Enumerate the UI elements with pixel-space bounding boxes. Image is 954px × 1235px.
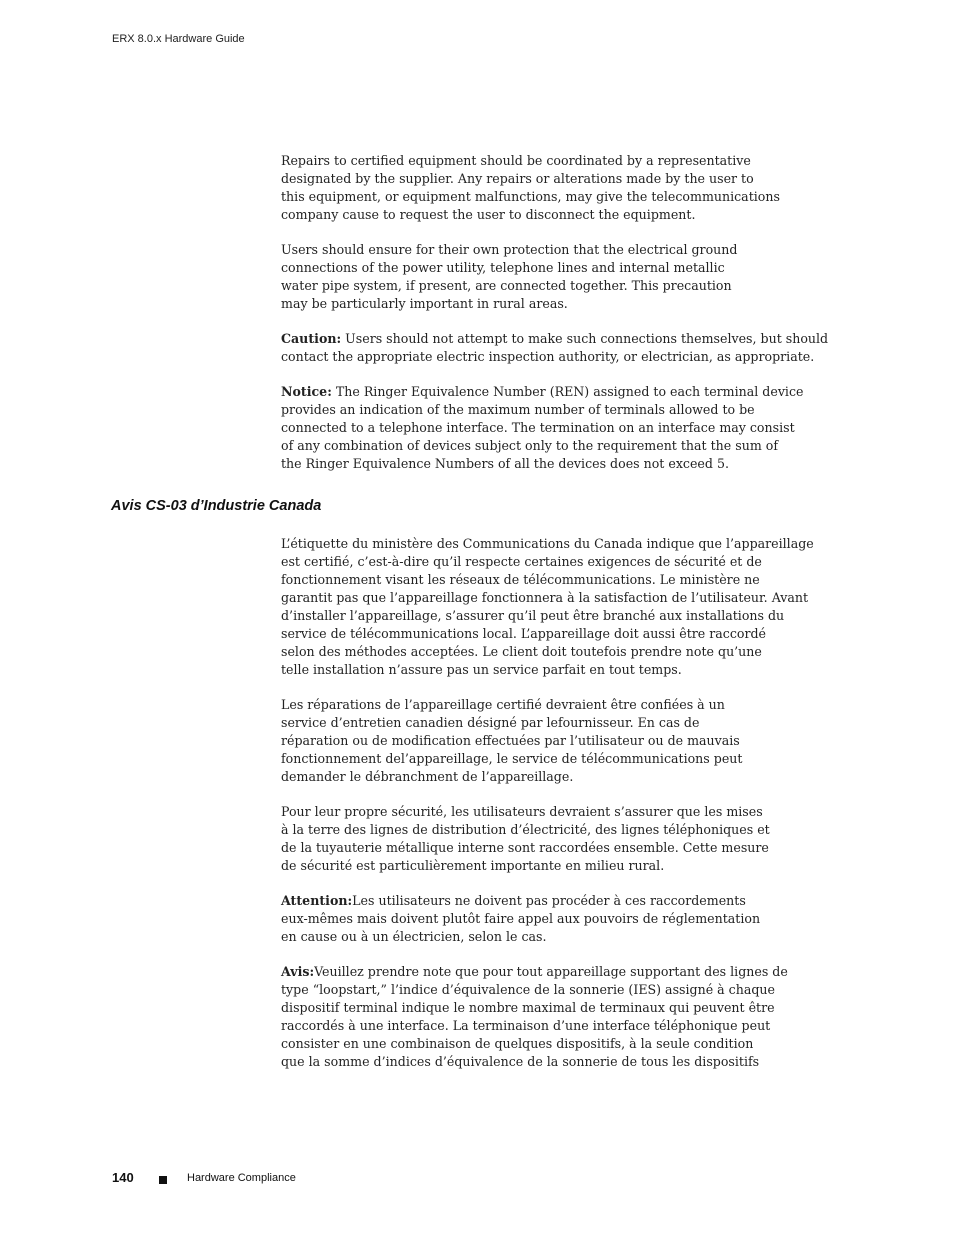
line-text: est certifié, c’est-à-dire qu’il respecte certaines exigences de sécurité et de — [281, 554, 762, 569]
line-text: connected to a telephone interface. The termination on an interface may consist — [281, 420, 795, 435]
line-text: Pour leur propre sécurité, les utilisateurs devraient s’assurer que les mises — [281, 804, 763, 819]
running-header: ERX 8.0.x Hardware Guide — [112, 33, 245, 45]
paragraph — [281, 696, 851, 786]
paragraph-label: Attention: — [281, 893, 353, 908]
paragraph — [281, 241, 851, 313]
paragraph — [281, 330, 851, 366]
text-line — [281, 625, 851, 643]
text-line — [281, 206, 851, 224]
line-text: Users should not attempt to make such connections themselves, but should — [341, 331, 829, 346]
paragraph — [281, 383, 851, 473]
line-text: de la tuyauterie métallique interne sont raccordées ensemble. Cette mesure — [281, 840, 769, 855]
text-line — [281, 981, 851, 999]
text-line — [281, 437, 851, 455]
footer-section-title: Hardware Compliance — [187, 1172, 296, 1184]
text-line — [281, 295, 851, 313]
page-number: 140 — [112, 1170, 134, 1185]
text-line — [281, 696, 851, 714]
line-text: dispositif terminal indique le nombre maximal de terminaux qui peuvent être — [281, 1000, 775, 1015]
line-text: Veuillez prendre note que pour tout appareillage supportant des lignes de — [314, 964, 788, 979]
line-text: d’installer l’appareillage, s’assurer qu’il peut être branché aux installations du — [281, 608, 785, 623]
line-text: que la somme d’indices d’équivalence de la sonnerie de tous les dispositifs — [281, 1054, 760, 1069]
body-text-french — [281, 535, 851, 1071]
text-line — [281, 330, 851, 348]
text-line — [281, 170, 851, 188]
text-line — [281, 152, 851, 170]
line-text: provides an indication of the maximum number of terminals allowed to be — [281, 402, 755, 417]
line-text: company cause to request the user to disconnect the equipment. — [281, 207, 696, 222]
text-line — [281, 1053, 851, 1071]
text-line — [281, 419, 851, 437]
text-line — [281, 999, 851, 1017]
text-line — [281, 857, 851, 875]
line-text: de sécurité est particulièrement importante en milieu rural. — [281, 858, 665, 873]
line-text: raccordés à une interface. La terminaison d’une interface téléphonique peut — [281, 1018, 771, 1033]
paragraph — [281, 152, 851, 224]
line-text: The Ringer Equivalence Number (REN) assigned to each terminal device — [331, 384, 804, 399]
footer-bullet-icon — [159, 1176, 167, 1184]
line-text: telle installation n’assure pas un service parfait en tout temps. — [281, 662, 682, 677]
line-text: L’étiquette du ministère des Communications du Canada indique que l’appareillage — [281, 536, 814, 551]
text-line — [281, 768, 851, 786]
line-text: fonctionnement visant les réseaux de télécommunications. Le ministère ne — [281, 572, 760, 587]
line-text: of any combination of devices subject only to the requirement that the sum of — [281, 438, 779, 453]
text-line — [281, 750, 851, 768]
line-text: Repairs to certified equipment should be coordinated by a representative — [281, 153, 751, 168]
paragraph-label: Notice: — [281, 384, 332, 399]
text-line — [281, 661, 851, 679]
text-line — [281, 963, 851, 981]
paragraph — [281, 535, 851, 679]
line-text: réparation ou de modification effectuées par l’utilisateur ou de mauvais — [281, 733, 740, 748]
text-line — [281, 821, 851, 839]
line-text: water pipe system, if present, are connected together. This precaution — [281, 278, 732, 293]
text-line — [281, 277, 851, 295]
text-line — [281, 803, 851, 821]
text-line — [281, 892, 851, 910]
line-text: consister en une combinaison de quelques dispositifs, à la seule condition — [281, 1036, 754, 1051]
text-line — [281, 643, 851, 661]
text-line — [281, 571, 851, 589]
text-line — [281, 910, 851, 928]
line-text: this equipment, or equipment malfunctions, may give the telecommunications — [281, 189, 780, 204]
line-text: type “loopstart,” l’indice d’équivalence de la sonnerie (IES) assigné à chaque — [281, 982, 775, 997]
line-text: à la terre des lignes de distribution d’électricité, des lignes téléphoniques et — [281, 822, 770, 837]
text-line — [281, 535, 851, 553]
text-line — [281, 928, 851, 946]
text-line — [281, 1035, 851, 1053]
line-text: fonctionnement del’appareillage, le service de télécommunications peut — [281, 751, 743, 766]
line-text: may be particularly important in rural areas. — [281, 296, 568, 311]
text-line — [281, 1017, 851, 1035]
paragraph-label: Caution: — [281, 331, 342, 346]
paragraph-label: Avis: — [281, 964, 315, 979]
line-text: connections of the power utility, telephone lines and internal metallic — [281, 260, 725, 275]
line-text: the Ringer Equivalence Numbers of all the devices does not exceed 5. — [281, 456, 729, 471]
line-text: Users should ensure for their own protection that the electrical ground — [281, 242, 738, 257]
body-text-english — [281, 152, 851, 473]
paragraph — [281, 963, 851, 1071]
text-line — [281, 259, 851, 277]
paragraph — [281, 803, 851, 875]
line-text: demander le débranchment de l’appareillage. — [281, 769, 574, 784]
text-line — [281, 383, 851, 401]
text-line — [281, 348, 851, 366]
line-text: Les réparations de l’appareillage certifié devraient être confiées à un — [281, 697, 725, 712]
text-line — [281, 455, 851, 473]
line-text: contact the appropriate electric inspection authority, or electrician, as appropriate. — [281, 349, 815, 364]
text-line — [281, 401, 851, 419]
text-line — [281, 607, 851, 625]
line-text: garantit pas que l’appareillage fonctionnera à la satisfaction de l’utilisateur. Avant — [281, 590, 809, 605]
text-line — [281, 241, 851, 259]
text-line — [281, 553, 851, 571]
line-text: eux-mêmes mais doivent plutôt faire appel aux pouvoirs de réglementation — [281, 911, 761, 926]
line-text: selon des méthodes acceptées. Le client doit toutefois prendre note qu’une — [281, 644, 762, 659]
line-text: Les utilisateurs ne doivent pas procéder à ces raccordements — [352, 893, 746, 908]
line-text: designated by the supplier. Any repairs or alterations made by the user to — [281, 171, 754, 186]
text-line — [281, 714, 851, 732]
line-text: service de télécommunications local. L’appareillage doit aussi être raccordé — [281, 626, 767, 641]
line-text: service d’entretien canadien désigné par lefournisseur. En cas de — [281, 715, 700, 730]
text-line — [281, 589, 851, 607]
text-line — [281, 732, 851, 750]
line-text: en cause ou à un électricien, selon le cas. — [281, 929, 547, 944]
section-heading: Avis CS-03 d’Industrie Canada — [111, 498, 322, 514]
text-line — [281, 839, 851, 857]
paragraph — [281, 892, 851, 946]
text-line — [281, 188, 851, 206]
